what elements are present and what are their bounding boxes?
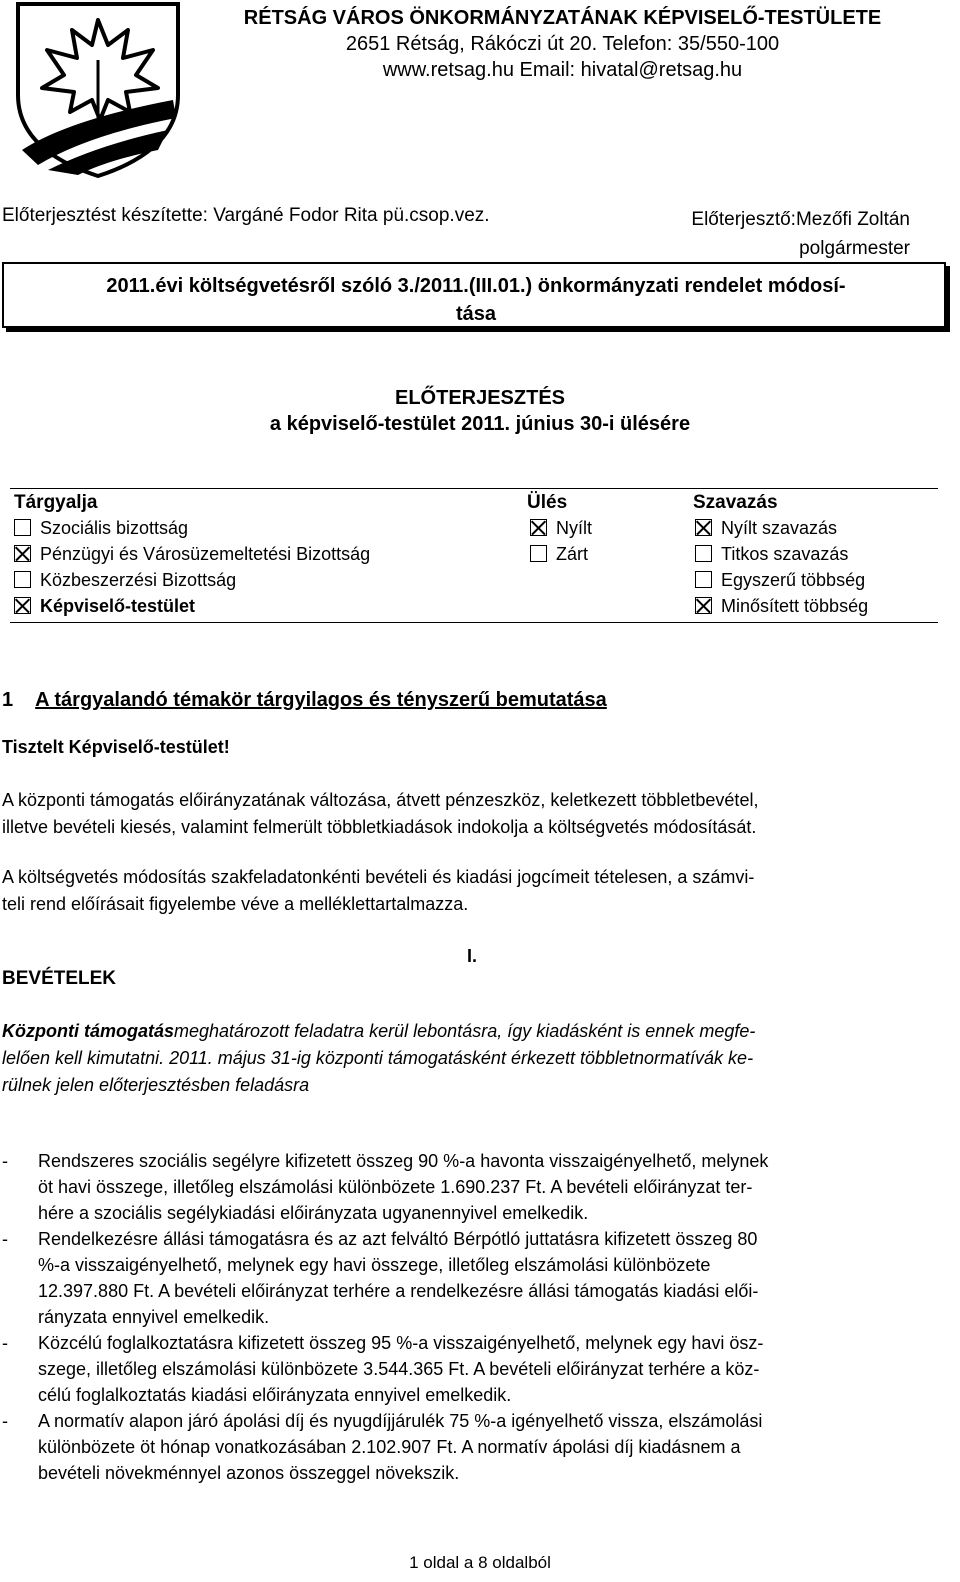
checkbox-icon: [695, 545, 712, 562]
checkbox-row: [695, 518, 837, 539]
checkbox-label: Nyílt: [556, 518, 592, 538]
checkbox-row: [14, 570, 236, 591]
checkbox-label: Pénzügyi és Városüzemeltetési Bizottság: [40, 544, 371, 564]
table-top-rule: [10, 488, 938, 489]
checkbox-row: [530, 544, 588, 565]
checkbox-label: Zárt: [556, 544, 589, 564]
page-number: 1 oldal a 8 oldalból: [409, 1553, 551, 1572]
paragraph-2: [2, 864, 950, 918]
presenter-role: polgármester: [799, 238, 910, 259]
chapter-numeral: I.: [467, 946, 478, 966]
section-title: A tárgyalandó témakör tárgyilagos és tényszerű bemutatása: [35, 689, 607, 711]
paragraph-line: A költségvetés módosítás szakfeladatonkénti bevételi és kiadási jogcímeit tételesen, a számvi-: [2, 867, 755, 887]
col-header-discussed-by: Tárgyalja: [14, 492, 98, 513]
checkbox-row: [14, 596, 195, 617]
checkbox-icon: [14, 571, 31, 588]
checked-checkbox-icon: [14, 597, 31, 614]
list-line: A normatív alapon járó ápolási díj és nyugdíjjárulék 75 %-a igényelhető vissza, elszámolási: [38, 1411, 763, 1431]
checkbox-label: Minősített többség: [721, 596, 869, 616]
list-line: %-a visszaigényelhető, melynek egy havi összege, illetőleg elszámolási különbözete: [38, 1255, 711, 1275]
table-bottom-rule: [10, 622, 938, 623]
list-line: célú foglalkoztatás kiadási előirányzata ennyivel emelkedik.: [38, 1385, 512, 1405]
paragraph-line: illetve bevételi kiesés, valamint felmerült többletkiadások indokolja a költségvetés módosítását.: [2, 817, 757, 837]
checkbox-row: [530, 518, 592, 539]
presenter: [640, 205, 910, 263]
checkbox-label: Nyílt szavazás: [721, 518, 838, 538]
list-line: szege, illetőleg elszámolási különbözete 3.544.365 Ft. A bevételi előirányzat terhére a köz-: [38, 1359, 760, 1379]
coat-of-arms-logo: [8, 0, 188, 180]
document-title: [26, 272, 926, 328]
document-title-line2: tása: [455, 303, 497, 325]
list-line: Rendelkezésre állási támogatásra és az azt felváltó Bérpótló juttatásra kifizetett összeg 80: [38, 1229, 758, 1249]
list-dash: -: [2, 1151, 8, 1171]
paragraph-line: lelően kell kimutatni. 2011. május 31-ig központi támogatásként érkezett többletnormatívák ke-: [2, 1048, 754, 1068]
meeting-subtitle: a képviselő-testület 2011. június 30-i ülésére: [269, 413, 691, 435]
list-line: hére a szociális segélykiadási előirányzata ugyanennyivel emelkedik.: [38, 1203, 589, 1223]
checkbox-label: Képviselő-testület: [40, 596, 196, 616]
checkbox-row: [14, 518, 188, 539]
checkbox-row: [14, 544, 370, 565]
list-line: különbözete öt hónap vonatkozásában 2.102.907 Ft. A normatív ápolási díj kiadásnem a: [38, 1437, 741, 1457]
paragraph-line: meghatározott feladatra kerül lebontásra, így kiadásként is ennek megfe-: [174, 1021, 756, 1041]
checkbox-row: [695, 570, 865, 591]
section-heading: [2, 689, 607, 712]
list-dash: -: [2, 1229, 8, 1249]
col-header-voting: Szavazás: [693, 492, 778, 513]
checked-checkbox-icon: [14, 545, 31, 562]
list-line: Közcélú foglalkoztatásra kifizetett összeg 95 %-a visszaigényelhető, melynek egy havi ösz-: [38, 1333, 764, 1353]
checkbox-label: Titkos szavazás: [721, 544, 849, 564]
paragraph-1: [2, 787, 950, 841]
checkbox-label: Egyszerű többség: [721, 570, 866, 590]
revenues-heading: BEVÉTELEK: [2, 968, 117, 989]
section-number: 1: [2, 689, 14, 711]
checkbox-icon: [530, 545, 547, 562]
list-line: rányzata ennyivel emelkedik.: [38, 1307, 270, 1327]
paragraph-line: A központi támogatás előirányzatának változása, átvett pénzeszköz, keletkezett többletbevétel,: [2, 790, 759, 810]
organization-address: 2651 Rétság, Rákóczi út 20. Telefon: 35/550-100: [345, 33, 780, 55]
col-header-session: Ülés: [527, 492, 568, 513]
document-title-line1: 2011.évi költségvetésről szóló 3./2011.(III.01.) önkormányzati rendelet módosí-: [106, 275, 846, 297]
central-support-paragraph: [2, 1018, 950, 1099]
checkbox-row: [695, 544, 848, 565]
list-line: Rendszeres szociális segélyre kifizetett összeg 90 %-a havonta visszaigényelhető, melynek: [38, 1151, 769, 1171]
presenter-name: Előterjesztő:Mezőfi Zoltán: [691, 209, 910, 230]
paragraph-line: teli rend előírásait figyelembe véve a melléklettartalmazza.: [2, 894, 469, 914]
list-dash: -: [2, 1411, 8, 1431]
title-box: [2, 262, 946, 328]
checked-checkbox-icon: [695, 519, 712, 536]
checked-checkbox-icon: [695, 597, 712, 614]
organization-name: RÉTSÁG VÁROS ÖNKORMÁNYZATÁNAK KÉPVISELŐ-TESTÜLETE: [243, 7, 882, 29]
list-dash: -: [2, 1333, 8, 1353]
checkbox-icon: [695, 571, 712, 588]
checkbox-label: Szociális bizottság: [40, 518, 189, 538]
list-line: 12.397.880 Ft. A bevételi előirányzat terhére a rendelkezésre állási támogatás kiadási elői-: [38, 1281, 759, 1301]
list-line: öt havi összege, illetőleg elszámolási különbözete 1.690.237 Ft. A bevételi előirányzat ter-: [38, 1177, 753, 1197]
list-line: bevételi növekménnyel azonos összeggel növekszik.: [38, 1463, 460, 1483]
greeting: Tisztelt Képviselő-testület!: [2, 737, 230, 757]
checkbox-label: Közbeszerzési Bizottság: [40, 570, 237, 590]
checkbox-row: [695, 596, 868, 617]
proposal-heading: ELŐTERJESZTÉS: [394, 387, 566, 409]
paragraph-line: rülnek jelen előterjesztésben feladásra: [2, 1075, 310, 1095]
checkbox-icon: [14, 519, 31, 536]
prepared-by: Előterjesztést készítette: Vargáné Fodor Rita pü.csop.vez.: [2, 205, 490, 226]
central-support-term: Központi támogatás: [2, 1021, 175, 1041]
organization-contact: www.retsag.hu Email: hivatal@retsag.hu: [382, 59, 743, 81]
checked-checkbox-icon: [530, 519, 547, 536]
